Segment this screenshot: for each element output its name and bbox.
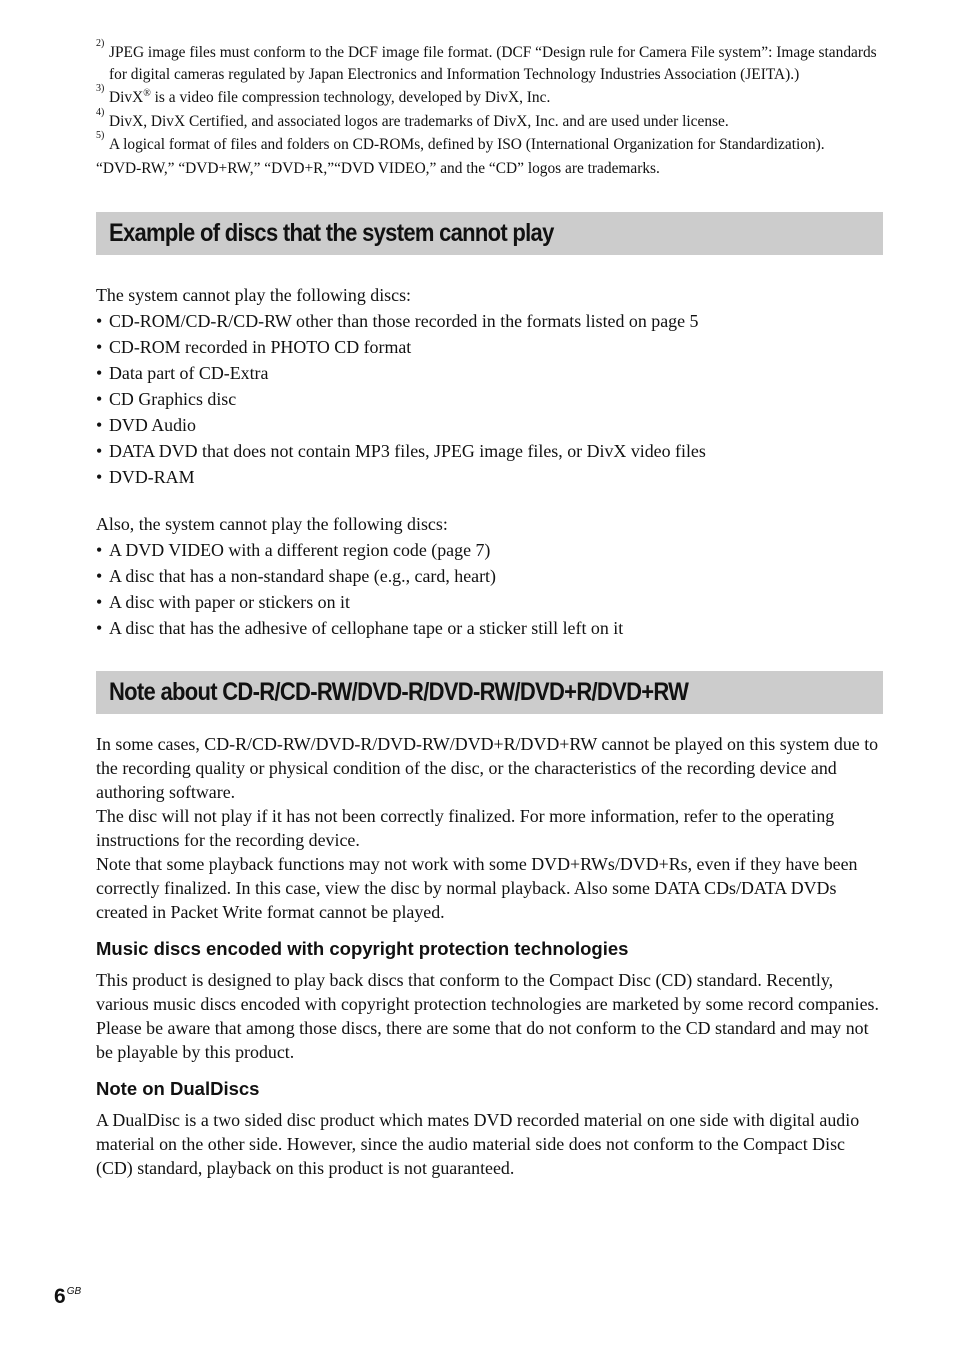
list-item: • DVD Audio (96, 412, 883, 438)
subheading-copyright-discs: Music discs encoded with copyright protection technologies (96, 938, 629, 959)
footnote-5 (96, 130, 883, 156)
unplayable-list (96, 308, 883, 490)
section-heading-recordable-discs: Note about CD-R/CD-RW/DVD-R/DVD-RW/DVD+R/DVD+RW (96, 671, 883, 714)
footnote-text: A logical format of files and folders on CD-ROMs, defined by ISO (International Organization for Standardization). (109, 136, 825, 153)
list-item: • CD-ROM recorded in PHOTO CD format (96, 334, 883, 360)
footnote-3 (96, 83, 883, 109)
page-number (54, 1285, 81, 1309)
list-item: • CD-ROM/CD-R/CD-RW other than those recorded in the formats listed on page 5 (96, 308, 883, 334)
recordable-paragraph-2: The disc will not play if it has not been correctly finalized. For more information, refer to the operating instructions for the recording device. (96, 806, 835, 850)
list-item: • CD Graphics disc (96, 386, 883, 412)
list-item: • A DVD VIDEO with a different region code (page 7) (96, 537, 883, 563)
registered-mark: ® (143, 87, 151, 99)
recordable-paragraph-1: In some cases, CD-R/CD-RW/DVD-R/DVD-RW/DVD+R/DVD+RW cannot be played on this system due to the recording quality or physical condition of the disc, or the characteristics of the recording device and authoring software. (96, 734, 879, 802)
footnote-mark: 2) (96, 38, 105, 49)
page-number-value: 6 (54, 1285, 66, 1308)
list-item: • DATA DVD that does not contain MP3 files, JPEG image files, or DivX video files (96, 438, 883, 464)
trademark-note: “DVD-RW,” “DVD+RW,” “DVD+R,”“DVD VIDEO,” and the “CD” logos are trademarks. (96, 159, 660, 177)
page-number-suffix: GB (66, 1286, 82, 1297)
list-item: • DVD-RAM (96, 464, 883, 490)
unplayable-list-2 (96, 537, 883, 641)
section-heading-unplayable-discs: Example of discs that the system cannot play (96, 212, 883, 255)
footnote-text: JPEG image files must conform to the DCF image file format. (DCF “Design rule for Camera File system”: Image standards for digital cameras regulated by Japan Electronics and Information Technology Industries Association (JEITA).) (109, 44, 877, 83)
footnote-mark: 5) (96, 130, 105, 141)
unplayable-intro-2: Also, the system cannot play the following discs: (96, 514, 448, 534)
list-item: • A disc that has a non-standard shape (e.g., card, heart) (96, 563, 883, 589)
footnote-term: DivX (109, 89, 144, 106)
footnote-mark: 4) (96, 106, 105, 118)
page-content (96, 38, 883, 1180)
list-item: • A disc that has the adhesive of cellophane tape or a sticker still left on it (96, 615, 883, 641)
footnote-text: DivX, DivX Certified, and associated logos are trademarks of DivX, Inc. and are used under license. (109, 112, 729, 130)
dualdisc-paragraph: A DualDisc is a two sided disc product which mates DVD recorded material on one side with digital audio material on the other side. However, since the audio material side does not conform to the Compact Disc (CD) standard, playback on this product is not guaranteed. (96, 1110, 860, 1178)
footnote-2 (96, 38, 883, 85)
recordable-paragraph-3: Note that some playback functions may not work with some DVD+RWs/DVD+Rs, even if they have been correctly finalized. In this case, view the disc by normal playback. Also some DATA CDs/DATA DVDs created in Packet Write format cannot be played. (96, 854, 858, 922)
footnote-text: is a video file compression technology, developed by DivX, Inc. (150, 89, 551, 106)
footnote-mark: 3) (96, 83, 105, 94)
footnotes (96, 38, 883, 179)
unplayable-intro: The system cannot play the following discs: (96, 285, 412, 305)
list-item: • Data part of CD-Extra (96, 360, 883, 386)
list-item: • A disc with paper or stickers on it (96, 589, 883, 615)
copyright-paragraph: This product is designed to play back discs that conform to the Compact Disc (CD) standard. Recently, various music discs encoded with copyright protection technologies are marketed by some record companies. Please be aware that among those discs, there are some that do not conform to the CD standard and may not be playable by this product. (96, 970, 879, 1062)
footnote-4 (96, 106, 883, 133)
subheading-dualdiscs: Note on DualDiscs (96, 1078, 260, 1099)
